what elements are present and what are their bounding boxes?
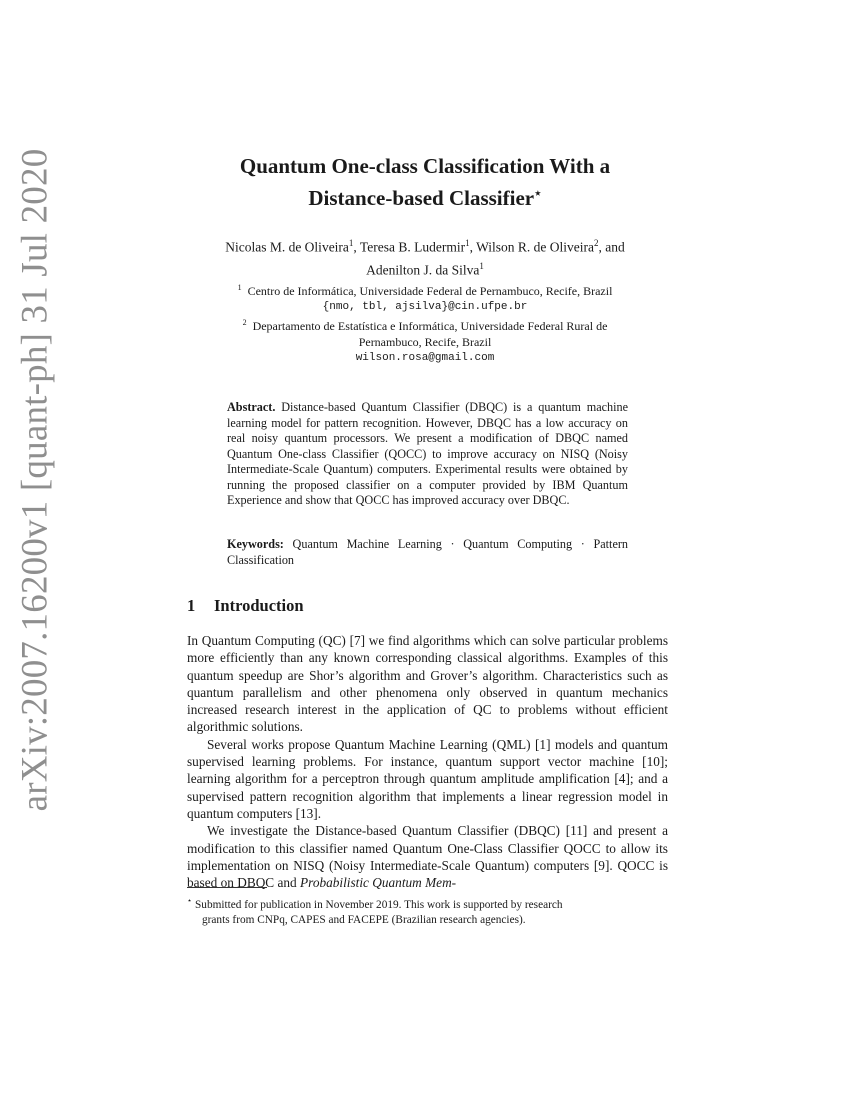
footnote-mark: ⋆ — [187, 896, 193, 905]
author-line-2 — [170, 257, 680, 280]
author-affiliation-mark: 1 — [479, 260, 484, 271]
paragraph: In Quantum Computing (QC) [7] we find algorithms which can solve particular problems more efficiently than any known corresponding classical algorithms. Examples of this quantum speedup are Shor’s algorithm and Grover’s algorithm. Characteristics such as quantum parallelism and other phenomena only observed in quantum mechanics increased research interest in the application of QC to problems without efficient algorithmic solutions. — [187, 633, 668, 735]
author-affiliation-mark: 2 — [594, 238, 599, 248]
affiliation-2-email[interactable]: wilson.rosa@gmail.com — [355, 352, 495, 364]
abstract — [227, 400, 628, 509]
affiliation-mark: 2 — [242, 318, 247, 327]
footnote — [187, 893, 668, 928]
introduction-body — [187, 632, 668, 891]
author-name: Nicolas M. de Oliveira — [225, 239, 349, 255]
author-name: Adenilton J. da Silva — [366, 262, 480, 277]
author-line-1 — [170, 234, 680, 257]
affiliation-2-line-2: Pernambuco, Recife, Brazil — [358, 335, 492, 349]
author-name: , Wilson R. de Oliveira — [469, 239, 595, 255]
paper-title — [0, 153, 850, 212]
keywords-text: Quantum Machine Learning · Quantum Computing · Pattern Classification — [227, 537, 628, 567]
section-number: 1 — [187, 596, 196, 615]
author-affiliation-mark: 1 — [348, 238, 354, 248]
affiliation-text: Centro de Informática, Universidade Federal de Pernambuco, Recife, Brazil — [247, 284, 613, 298]
abstract-text: Distance-based Quantum Classifier (DBQC) is a quantum machine learning model for pattern recognition. However, DBQC has a low accuracy on real noisy quantum processors. We present a modification of DBQC named Quantum One-class Classifier (QOCC) to improve accuracy on NISQ (Noisy Intermediate-Scale Quantum) computers. Experimental results were obtained by running the proposed classifier on a computer provided by IBM Quantum Experience and show that QOCC has improved accuracy over DBQC. — [227, 400, 628, 507]
title-line-2-text: Distance-based Classifier — [308, 186, 535, 210]
affiliation-mark: 1 — [237, 283, 242, 292]
affiliation-1-email[interactable]: {nmo, tbl, ajsilva}@cin.ufpe.br — [322, 301, 528, 313]
footnote-text: Submitted for publication in November 2019. This work is supported by research — [195, 898, 563, 911]
title-line-2 — [0, 180, 850, 212]
affiliation-1 — [170, 280, 680, 299]
author-affiliation-mark: 1 — [465, 238, 470, 248]
section-title: Introduction — [214, 596, 304, 615]
keywords — [227, 537, 628, 568]
author-separator: , and — [598, 239, 625, 255]
footnote-line-2: grants from CNPq, CAPES and FACEPE (Brazilian research agencies). — [202, 913, 526, 926]
section-heading-introduction — [187, 596, 304, 616]
title-footnote-mark: ⋆ — [534, 186, 542, 200]
author-list — [170, 234, 680, 279]
title-line-1: Quantum One-class Classification With a — [239, 154, 611, 178]
affiliation-2 — [170, 315, 680, 334]
footnote-line-1 — [187, 893, 668, 913]
author-name: , Teresa B. Ludermir — [353, 239, 466, 255]
abstract-label: Abstract. — [227, 400, 276, 414]
paragraph-text: We investigate the Distance-based Quantum Classifier (DBQC) [11] and present a modification to this classifier named Quantum One-Class Classifier QOCC to allow its implementation on NISQ (Noisy Intermediate-Scale Quantum) computers [9]. QOCC is based on DBQC and — [187, 823, 668, 891]
keywords-label: Keywords: — [227, 537, 284, 551]
paragraph — [187, 822, 668, 891]
paragraph-italic-text: Probabilistic Quantum Mem- — [300, 875, 457, 891]
paragraph: Several works propose Quantum Machine Learning (QML) [1] models and quantum supervised learning problems. For instance, quantum support vector machine [10]; learning algorithm for a perceptron through quantum amplitude amplification [4]; and a supervised pattern recognition algorithm that implements a linear regression model in quantum computers [13]. — [187, 736, 668, 821]
affiliations — [170, 280, 680, 366]
affiliation-text: Departamento de Estatística e Informática, Universidade Federal Rural de — [252, 319, 608, 333]
arxiv-identifier-stamp: arXiv:2007.16200v1 [quant-ph] 31 Jul 2020 — [14, 148, 56, 812]
footnote-divider — [187, 887, 267, 888]
